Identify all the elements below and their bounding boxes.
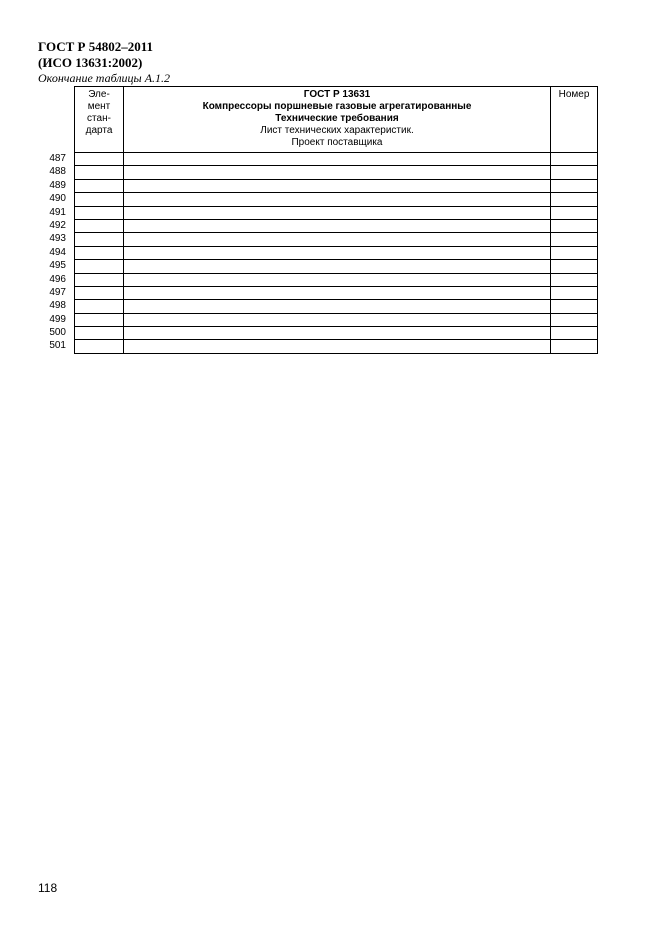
table-cell bbox=[75, 327, 124, 340]
table-cell bbox=[124, 286, 551, 299]
header-element-cell bbox=[75, 87, 124, 153]
table-cell bbox=[551, 193, 598, 206]
row-number: 490 bbox=[49, 193, 66, 205]
table-cell bbox=[551, 233, 598, 246]
row-number: 489 bbox=[49, 179, 66, 191]
table-cell bbox=[551, 260, 598, 273]
table-cell bbox=[124, 300, 551, 313]
table-row bbox=[75, 179, 598, 192]
table-cell bbox=[124, 260, 551, 273]
header-title-line: ГОСТ Р 13631 bbox=[303, 89, 371, 100]
header-number-cell: Номер bbox=[551, 87, 598, 153]
table-row bbox=[75, 219, 598, 232]
header-title-line: Компрессоры поршневые газовые агрегатированные bbox=[202, 101, 472, 112]
table-cell bbox=[124, 246, 551, 259]
table-row bbox=[75, 286, 598, 299]
table-cell bbox=[551, 246, 598, 259]
table-cell bbox=[124, 179, 551, 192]
row-number: 493 bbox=[49, 233, 66, 245]
table-cell bbox=[124, 166, 551, 179]
table-cell bbox=[75, 179, 124, 192]
row-number: 494 bbox=[49, 246, 66, 258]
table-cell bbox=[551, 300, 598, 313]
table-row bbox=[75, 260, 598, 273]
table-row bbox=[75, 327, 598, 340]
table-cell bbox=[75, 260, 124, 273]
table-cell bbox=[551, 206, 598, 219]
table-cell bbox=[124, 327, 551, 340]
table-row bbox=[75, 246, 598, 259]
header-title-line: Лист технических характеристик. bbox=[260, 125, 414, 136]
document-iso-reference: (ИСО 13631:2002) bbox=[38, 55, 143, 70]
table-cell bbox=[551, 313, 598, 326]
header-element-line: дарта bbox=[85, 125, 113, 136]
table-cell bbox=[124, 233, 551, 246]
header-title-line: Технические требования bbox=[275, 113, 399, 124]
table-row bbox=[75, 206, 598, 219]
table-cell bbox=[124, 313, 551, 326]
table-row bbox=[75, 273, 598, 286]
table-row bbox=[75, 233, 598, 246]
table-cell bbox=[75, 286, 124, 299]
table-cell bbox=[75, 273, 124, 286]
table-cell bbox=[124, 273, 551, 286]
table-cell bbox=[551, 166, 598, 179]
table-cell bbox=[75, 219, 124, 232]
table-cell bbox=[551, 327, 598, 340]
row-number-column bbox=[38, 152, 66, 353]
table-cell bbox=[551, 179, 598, 192]
table-row bbox=[75, 340, 598, 353]
header-element-line: стан- bbox=[87, 113, 111, 124]
row-number: 498 bbox=[49, 300, 66, 312]
row-number: 491 bbox=[49, 206, 66, 218]
row-number: 499 bbox=[49, 313, 66, 325]
header-title-cell bbox=[124, 87, 551, 153]
table-cell bbox=[75, 340, 124, 353]
table-cell bbox=[75, 300, 124, 313]
header-title-line: Проект поставщика bbox=[291, 137, 383, 148]
table-cell bbox=[75, 166, 124, 179]
table-cell bbox=[551, 153, 598, 166]
row-number: 487 bbox=[49, 153, 66, 164]
table-cell bbox=[551, 273, 598, 286]
specification-table bbox=[74, 86, 598, 354]
row-number: 500 bbox=[49, 327, 66, 339]
table-cell bbox=[75, 193, 124, 206]
table-cell bbox=[124, 206, 551, 219]
table-cell bbox=[551, 219, 598, 232]
table-cell bbox=[124, 193, 551, 206]
table-row bbox=[75, 313, 598, 326]
table-cell bbox=[75, 206, 124, 219]
page-number: 118 bbox=[38, 881, 58, 895]
table-cell bbox=[551, 286, 598, 299]
row-number: 497 bbox=[49, 286, 66, 298]
table-body bbox=[75, 153, 598, 354]
table-cell bbox=[75, 246, 124, 259]
table-continuation-caption: Окончание таблицы А.1.2 bbox=[38, 71, 171, 85]
table-cell bbox=[124, 153, 551, 166]
table-cell bbox=[75, 233, 124, 246]
table-cell bbox=[124, 340, 551, 353]
header-element-line: Эле- bbox=[88, 89, 110, 100]
document-standard: ГОСТ Р 54802–2011 bbox=[38, 39, 154, 54]
header-element-line: мент bbox=[87, 101, 111, 112]
table-row bbox=[75, 300, 598, 313]
row-number: 488 bbox=[49, 166, 66, 178]
table-row bbox=[75, 193, 598, 206]
row-number: 495 bbox=[49, 260, 66, 272]
table-cell bbox=[551, 340, 598, 353]
table-row bbox=[75, 166, 598, 179]
table-header-row bbox=[75, 87, 598, 153]
row-number: 492 bbox=[49, 219, 66, 231]
row-number: 496 bbox=[49, 273, 66, 285]
table-row bbox=[75, 153, 598, 166]
table-cell bbox=[124, 219, 551, 232]
row-number: 501 bbox=[49, 340, 66, 352]
table-cell bbox=[75, 313, 124, 326]
table-cell bbox=[75, 153, 124, 166]
